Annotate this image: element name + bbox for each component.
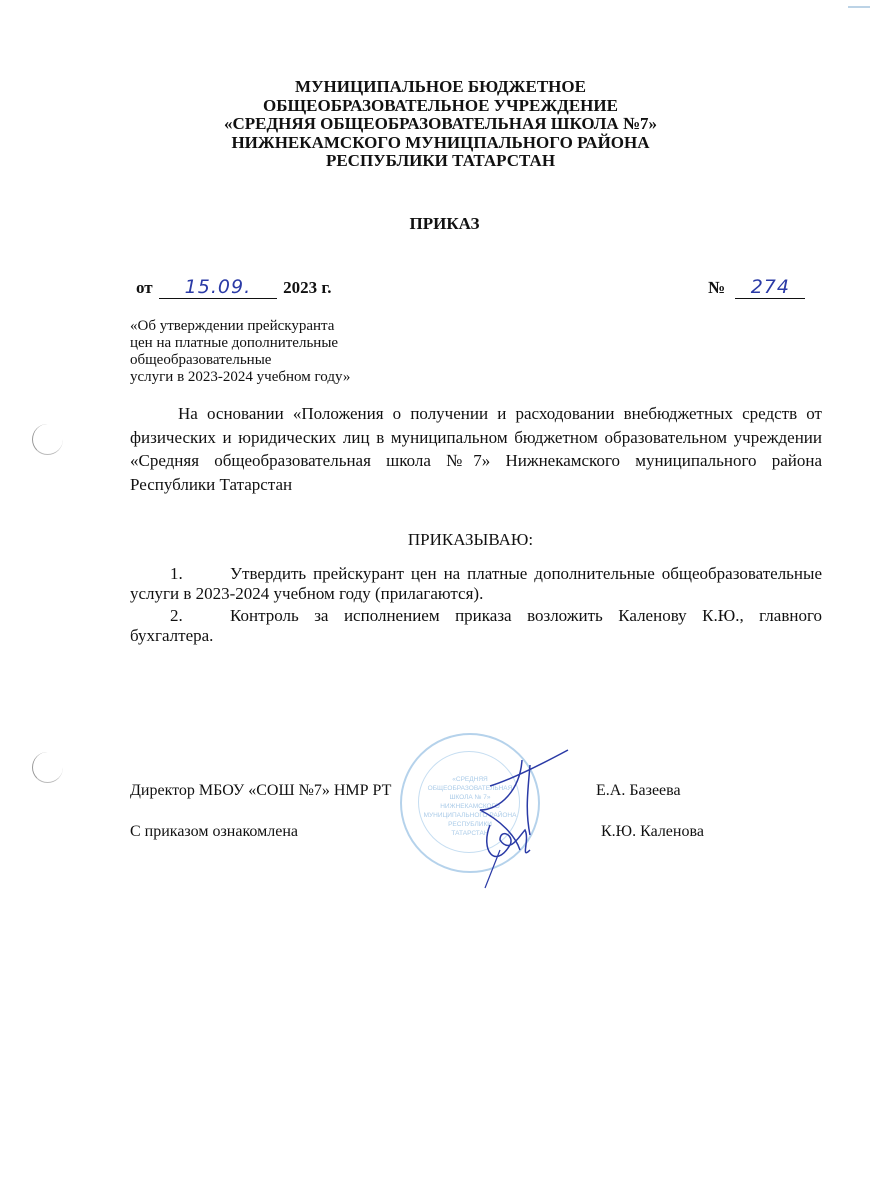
item-number: 2. <box>170 606 183 625</box>
institution-header <box>0 78 873 171</box>
order-word: ПРИКАЗЫВАЮ: <box>407 530 534 549</box>
number-label: № <box>708 278 726 297</box>
item-number: 1. <box>170 564 183 583</box>
punch-hole-mark <box>32 424 63 455</box>
subject-line: услуги в 2023-2024 учебном году» <box>130 369 351 385</box>
stamp-text: ШКОЛА № 7» <box>449 794 491 801</box>
stamp-text: ОБЩЕОБРАЗОВАТЕЛЬНАЯ <box>427 785 513 792</box>
item-text: Контроль за исполнением приказа возложить Каленову К.Ю., главного бухгалтера. <box>130 606 822 645</box>
number-field <box>708 276 805 299</box>
header-line: НИЖНЕКАМСКОГО МУНИЦПАЛЬНОГО РАЙОНА <box>231 132 650 152</box>
stamp-text: МУНИЦИПАЛЬНОГО РАЙОНА <box>423 812 517 819</box>
order-item <box>130 564 822 604</box>
preamble-paragraph <box>130 402 822 496</box>
punch-hole-mark <box>32 752 63 783</box>
document-title: ПРИКАЗ <box>409 214 480 233</box>
stamp-text: «СРЕДНЯЯ <box>452 776 488 783</box>
date-field <box>136 276 331 299</box>
date-year: 2023 г. <box>283 278 332 297</box>
stamp-text: ТАТАРСТАН <box>451 830 489 837</box>
acquainted-name: К.Ю. Каленова <box>601 823 704 840</box>
order-items <box>130 564 822 648</box>
header-line: РЕСПУБЛИКИ ТАТАРСТАН <box>325 151 556 170</box>
stamp-text: РЕСПУБЛИКИ <box>448 821 492 828</box>
director-label: Директор МБОУ «СОШ №7» НМР РТ <box>130 782 392 799</box>
handwritten-date: 15.09. <box>184 276 252 298</box>
order-item <box>130 606 822 646</box>
order-subject <box>130 318 350 386</box>
header-line: ОБЩЕОБРАЗОВАТЕЛЬНОЕ УЧРЕЖДЕНИЕ <box>263 95 618 115</box>
stamp-text: НИЖНЕКАМСКОГО <box>440 803 500 810</box>
header-line: МУНИЦИПАЛЬНОЕ БЮДЖЕТНОЕ <box>295 77 586 96</box>
subject-line: «Об утверждении прейскуранта <box>130 318 335 334</box>
subject-line: цен на платные дополнительные <box>130 335 339 351</box>
subject-line: общеобразовательные <box>130 352 272 368</box>
preamble-text: На основании «Положения о получении и расходовании внебюджетных средств от физических и юридических лиц в муниципальном бюджетном образовательном учреждении «Средняя общеобразовательная школа №7» Нижнекамского муниципального района Республики Татарстан <box>130 404 822 494</box>
handwritten-signatures <box>470 740 580 890</box>
director-name: Е.А. Базеева <box>596 782 681 799</box>
date-label: от <box>136 278 153 297</box>
handwritten-number: 274 <box>750 276 790 298</box>
item-text: Утвердить прейскурант цен на платные дополнительные общеобразовательные услуги в 2023-2024 учебном году (прилагаются). <box>130 564 822 603</box>
header-line: «СРЕДНЯЯ ОБЩЕОБРАЗОВАТЕЛЬНАЯ ШКОЛА №7» <box>223 114 658 133</box>
acquainted-label: С приказом ознакомлена <box>130 823 298 840</box>
scan-edge-mark <box>848 6 870 8</box>
